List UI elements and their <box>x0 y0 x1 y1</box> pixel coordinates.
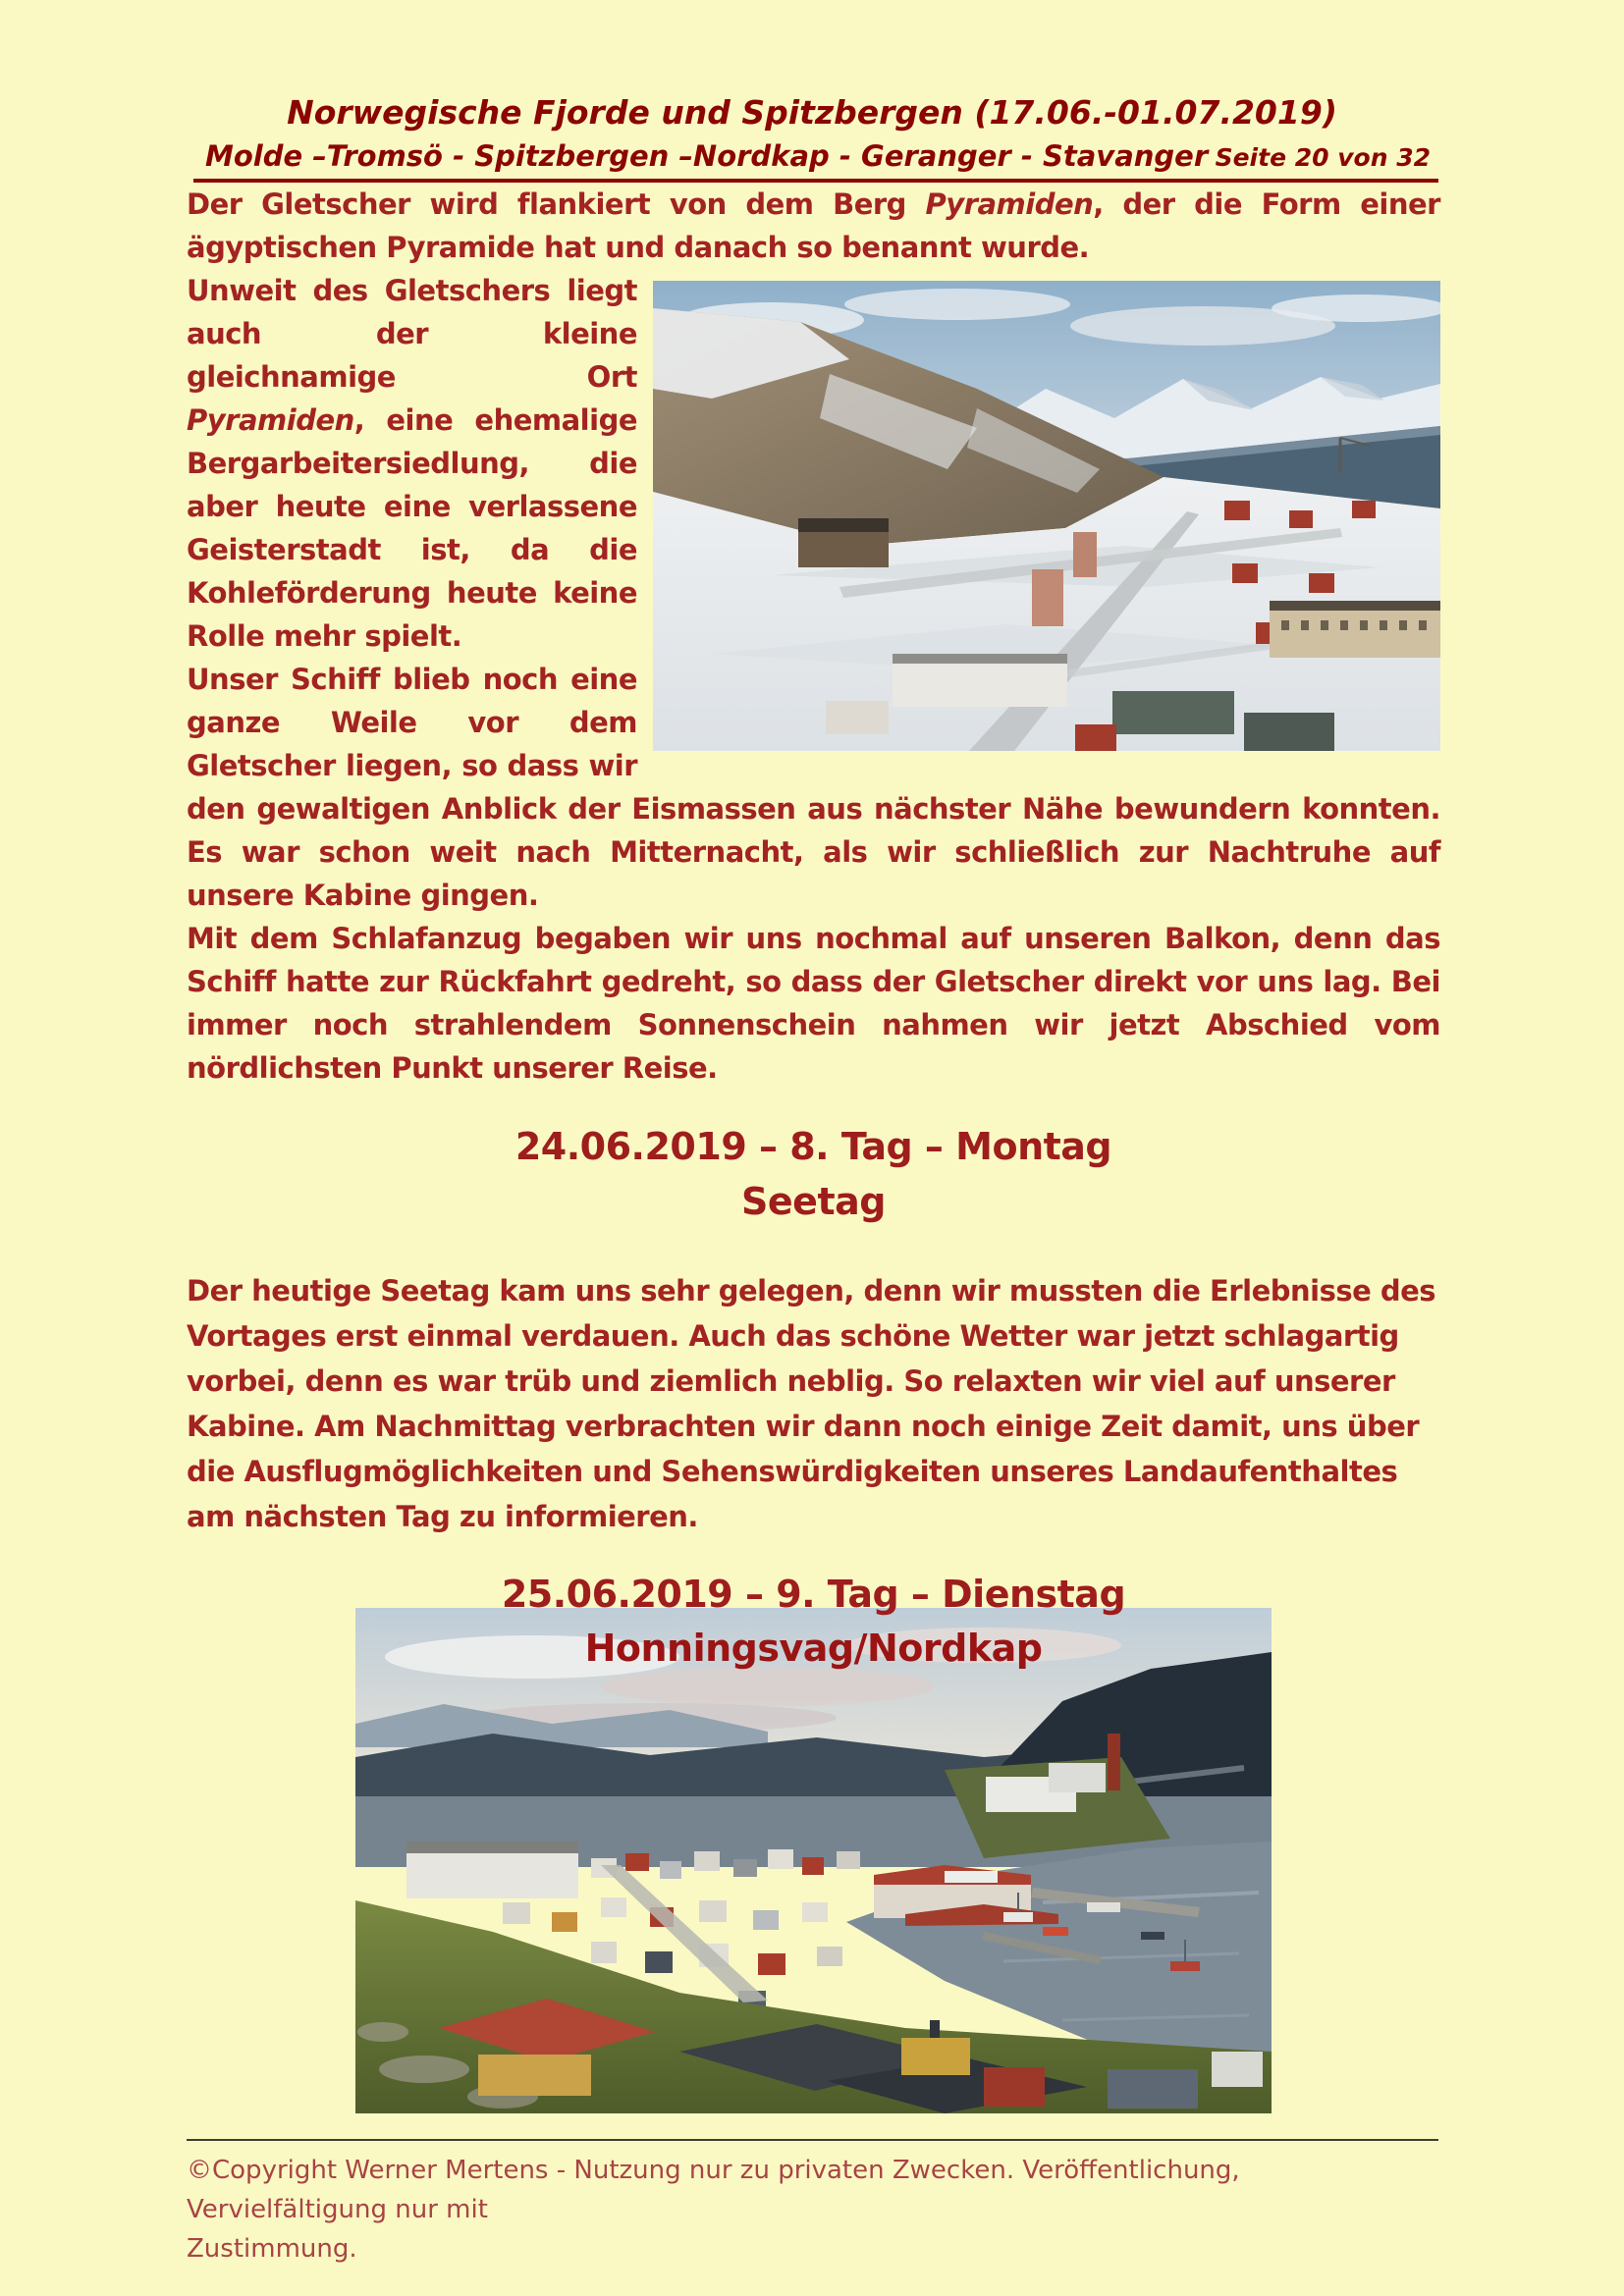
pyramiden-ghost-town-photo <box>653 281 1440 751</box>
honningsvag-photo-illustration <box>355 1608 1272 2113</box>
copyright-line-1: ©Copyright Werner Mertens - Nutzung nur zu privaten Zwecken. Veröffentlichung, Vervielfältigung nur mit <box>187 2156 1240 2224</box>
day9-heading: 25.06.2019 – 9. Tag – Dienstag <box>501 1573 1126 1616</box>
glacier-p1-text-end: , der die Form einer ägyptischen Pyramide hat und danach so benannt wurde. <box>187 187 1440 264</box>
day8-heading: 24.06.2019 – 8. Tag – Montag <box>514 1125 1112 1168</box>
glacier-p2-text-end: , eine ehemalige Bergarbeitersiedlung, die aber heute eine verlassene Geisterstadt ist, da die Kohleförderung heute keine Rolle mehr spielt. <box>187 403 637 653</box>
footer-divider <box>187 2139 1438 2141</box>
honningsvag-photo-block <box>355 1608 1272 2113</box>
pyramiden-photo-illustration <box>653 281 1440 751</box>
day9-subheading: Honningsvag/Nordkap <box>584 1627 1043 1670</box>
glacier-paragraph-4: Mit dem Schlafanzug begaben wir uns nochmal auf unseren Balkon, denn das Schiff hatte zur Rückfahrt gedreht, so dass der Gletscher direkt vor uns lag. Bei immer noch strahlendem Sonnenschein nahmen wir jetzt Abschied vom nördlichsten Punkt unserer Reise. <box>187 922 1440 1085</box>
pyramiden-italic: Pyramiden <box>925 187 1094 221</box>
pyramiden-italic-2: Pyramiden <box>187 403 354 437</box>
day8-paragraph: Der heutige Seetag kam uns sehr gelegen, denn wir mussten die Erlebnisse des Vortages erst einmal verdauen. Auch das schöne Wetter war jetzt schlagartig vorbei, denn es war trüb und ziemlich neblig. So relaxten wir viel auf unserer Kabine. Am Nachmittag verbrachten wir dann noch einige Zeit damit, uns über die Ausflugmöglichkeiten und Sehenswürdigkeiten unseres Landaufenthaltes am nächsten Tag zu informieren. <box>187 1274 1436 1533</box>
day8-subheading: Seetag <box>741 1180 886 1223</box>
route-text: Molde –Tromsö - Spitzbergen –Nordkap - Geranger - Stavanger <box>205 139 1209 173</box>
page-indicator: Seite 20 von 32 <box>1215 143 1431 172</box>
copyright-line-2: Zustimmung. <box>187 2234 357 2264</box>
glacier-p2-text: Unweit des Gletschers liegt auch der kleine gleichnamige Ort <box>187 274 637 394</box>
page-header <box>0 0 1624 183</box>
page-footer <box>0 2139 1624 2269</box>
glacier-p1-text: Der Gletscher wird flankiert von dem Berg <box>187 187 926 221</box>
glacier-paragraph-3: Unser Schiff blieb noch eine ganze Weile vor dem Gletscher liegen, so dass wir den gewaltigen Anblick der Eismassen aus nächster Nähe bewundern konnten. Es war schon weit nach Mitternacht, als wir schließlich zur Nachtruhe auf unsere Kabine gingen. <box>187 663 1440 912</box>
copyright-notice <box>187 2151 1438 2269</box>
report-body <box>187 183 1440 2113</box>
honningsvag-panorama-photo <box>355 1608 1272 2113</box>
report-title: Norwegische Fjorde und Spitzbergen (17.06.-01.07.2019) <box>287 93 1337 132</box>
glacier-paragraph-1 <box>187 183 1440 269</box>
route-header-row <box>193 139 1438 183</box>
